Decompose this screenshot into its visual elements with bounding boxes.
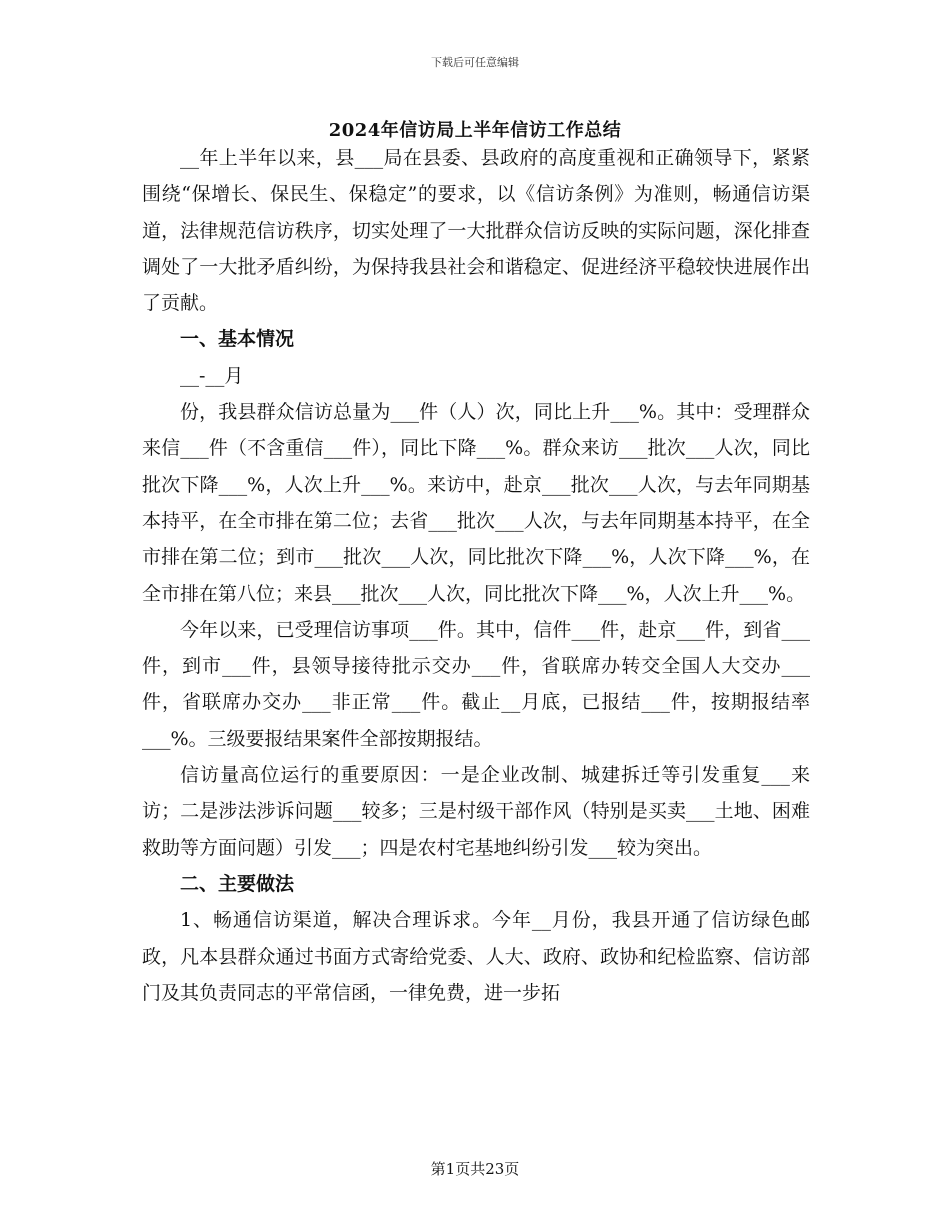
section-heading-basic-situation: 一、基本情况 (180, 328, 295, 351)
page-number-footer: 第1页共23页 (430, 1160, 520, 1178)
paragraph-period: __-__月 (180, 364, 244, 387)
paragraph-reasons: 信访量高位运行的重要原因：一是企业改制、城建拆迁等引发重复___来访；二是涉法涉诉问题___较多；三是村级干部作风（特别是买卖___土地、困难救助等方面问题）引发___；四是农村宅基地纠纷引发___较为突出。 (142, 764, 810, 859)
document-body (142, 140, 810, 1011)
paragraph-accepted-matters: 今年以来，已受理信访事项___件。其中，信件___件，赴京___件，到省___件，到市___件，县领导接待批示交办___件，省联席办转交全国人大交办___件，省联席办交办___非正常___件。截止__月底，已报结___件，按期报结率___%。三级要报结果案件全部按期报结。 (142, 618, 810, 750)
document-title: 2024年信访局上半年信访工作总结 (328, 120, 622, 141)
paragraph-statistics: 份，我县群众信访总量为___件（人）次，同比上升___%。其中：受理群众来信___件（不含重信___件），同比下降___%。群众来访___批次___人次，同比批次下降___%，人次上升___%。来访中，赴京___批次___人次，与去年同期基本持平，在全市排在第二位；去省___批次___人次，与去年同期基本持平，在全市排在第二位；到市___批次___人次，同比批次下降___%，人次下降___%，在全市排在第八位；来县___批次___人次，同比批次下降___%，人次上升___%。 (142, 401, 810, 605)
paragraph-practice-1: 1、畅通信访渠道，解决合理诉求。今年__月份，我县开通了信访绿色邮政，凡本县群众通过书面方式寄给党委、人大、政府、政协和纪检监察、信访部门及其负责同志的平常信函，一律免费，进一步拓 (142, 909, 810, 1004)
section-heading-main-practices: 二、主要做法 (180, 872, 295, 895)
paragraph-intro: __年上半年以来，县___局在县委、县政府的高度重视和正确领导下，紧紧围绕“保增长、保民生、保稳定”的要求，以《信访条例》为准则，畅通信访渠道，法律规范信访秩序，切实处理了一大批群众信访反映的实际问题，深化排查调处了一大批矛盾纠纷，为保持我县社会和谐稳定、促进经济平稳较快进展作出了贡献。 (142, 147, 810, 315)
page-header-note: 下载后可任意编辑 (431, 56, 519, 69)
